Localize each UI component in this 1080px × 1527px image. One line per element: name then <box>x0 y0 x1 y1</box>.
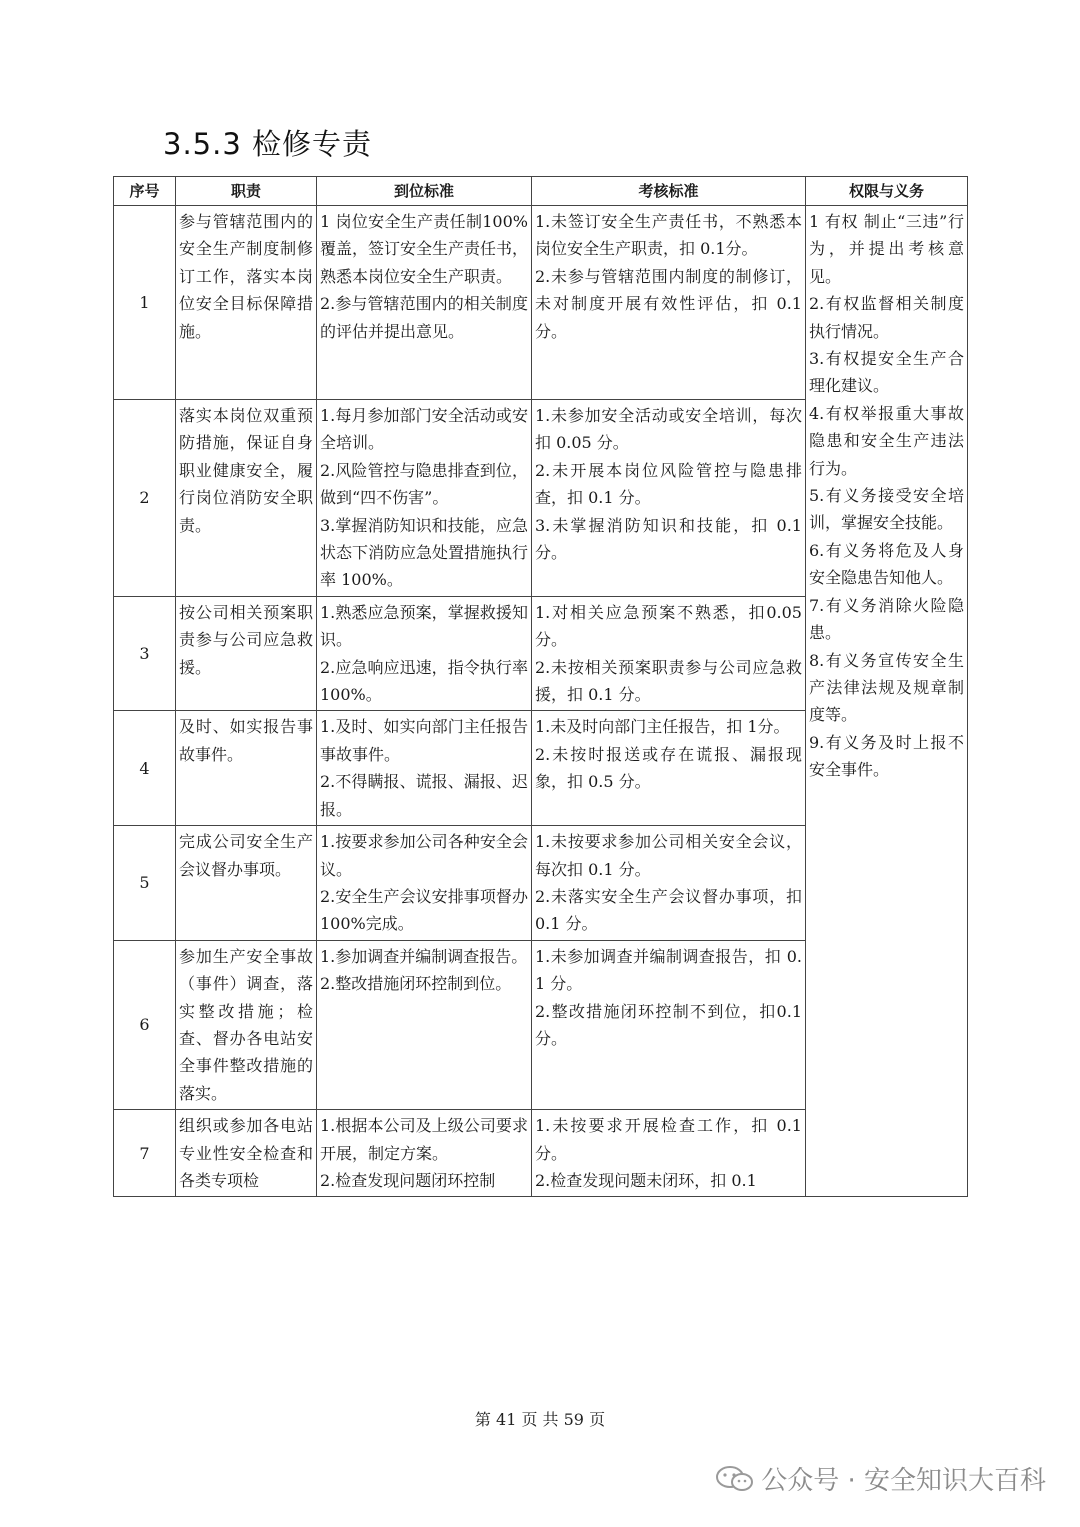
assessment-item: 1.对相关应急预案不熟悉，扣0.05 分。 <box>535 602 802 650</box>
assessment-item: 2.未按相关预案职责参与公司应急救援，扣 0.1 分。 <box>535 657 802 705</box>
standard-item: 1.每月参加部门安全活动或安全培训。 <box>320 406 528 453</box>
rights-item: 3.有权提安全生产合理化建议。 <box>809 349 964 396</box>
standard-item: 2.风险管控与隐患排查到位，做到“四不伤害”。 <box>320 460 528 508</box>
standard-item: 1 岗位安全生产责任制100%覆盖，签订安全生产责任书，熟悉本岗位安全生产职责。 <box>320 212 529 286</box>
standard-item: 1.按要求参加公司各种安全会议。 <box>320 832 528 879</box>
duty-cell: 及时、如实报告事故事件。 <box>176 711 317 826</box>
rights-item: 6.有义务将危及人身安全隐患告知他人。 <box>809 540 964 588</box>
assessment-cell <box>532 1110 806 1197</box>
standard-item: 1.根据本公司及上级公司要求开展，制定方案。 <box>320 1116 528 1163</box>
duty-table <box>113 176 968 1197</box>
standard-item: 1.及时、如实向部门主任报告事故事件。 <box>320 717 528 764</box>
standard-item: 1.熟悉应急预案，掌握救援知识。 <box>320 602 528 650</box>
rights-item: 2.有权监督相关制度执行情况。 <box>809 294 964 341</box>
row-number: 6 <box>114 940 176 1109</box>
assessment-item: 2.整改措施闭环控制不到位，扣0.1 分。 <box>535 1001 802 1048</box>
rights-item: 7.有义务消除火险隐患。 <box>809 595 964 643</box>
row-number: 1 <box>114 206 176 400</box>
row-number: 3 <box>114 596 176 711</box>
assessment-item: 2.检查发现问题未闭环，扣 0.1 <box>535 1170 757 1190</box>
header-assessment: 考核标准 <box>532 177 806 206</box>
table-header-row <box>114 177 968 206</box>
standard-cell <box>317 826 532 941</box>
rights-item: 8.有义务宣传安全生产法律法规及规章制度等。 <box>809 650 964 725</box>
row-number: 7 <box>114 1110 176 1197</box>
watermark-text: 公众号 · 安全知识大百科 <box>761 1466 1046 1496</box>
assessment-cell <box>532 400 806 597</box>
assessment-cell <box>532 826 806 941</box>
duty-cell: 按公司相关预案职责参与公司应急救援。 <box>176 596 317 711</box>
duty-cell: 参加生产安全事故（事件）调查，落实整改措施；检查、督办各电站安全事件整改措施的落实。 <box>176 940 317 1109</box>
duty-cell: 落实本岗位双重预防措施，保证自身职业健康安全，履行岗位消防安全职责。 <box>176 400 317 597</box>
standard-item: 2.不得瞒报、谎报、漏报、迟报。 <box>320 772 528 819</box>
standard-cell <box>317 940 532 1109</box>
header-num: 序号 <box>114 177 176 206</box>
standard-cell <box>317 206 532 400</box>
row-number: 5 <box>114 826 176 941</box>
standard-item: 2.检查发现问题闭环控制 <box>320 1170 496 1190</box>
assessment-item: 1.未签订安全生产责任书，不熟悉本岗位安全生产职责，扣 0.1分。 <box>535 212 802 259</box>
watermark <box>715 1460 1046 1497</box>
assessment-item: 1.未参加安全活动或安全培训，每次扣 0.05 分。 <box>535 406 802 453</box>
rights-cell <box>806 206 968 1197</box>
assessment-item: 2.未按时报送或存在谎报、漏报现象，扣 0.5 分。 <box>535 744 802 792</box>
standard-item: 2.整改措施闭环控制到位。 <box>320 974 512 994</box>
assessment-cell <box>532 940 806 1109</box>
standard-item: 2.安全生产会议安排事项督办 100%完成。 <box>320 886 528 934</box>
assessment-item: 1.未及时向部门主任报告，扣 1分。 <box>535 717 790 737</box>
section-title: 3.5.3 检修专责 <box>163 127 373 161</box>
rights-item: 5.有义务接受安全培训，掌握安全技能。 <box>809 486 964 533</box>
page-number: 第 41 页 共 59 页 <box>474 1410 606 1429</box>
standard-cell <box>317 711 532 826</box>
standard-item: 2.参与管辖范围内的相关制度的评估并提出意见。 <box>320 294 528 341</box>
standard-item: 1.参加调查并编制调查报告。 <box>320 946 528 966</box>
assessment-item: 2.未参与管辖范围内制度的制修订，未对制度开展有效性评估，扣 0.1 分。 <box>535 266 802 341</box>
duty-cell: 组织或参加各电站专业性安全检查和各类专项检 <box>176 1110 317 1197</box>
assessment-item: 2.未开展本岗位风险管控与隐患排查，扣 0.1 分。 <box>535 460 802 508</box>
standard-cell <box>317 400 532 597</box>
rights-item: 4.有权举报重大事故隐患和安全生产违法行为。 <box>809 403 964 478</box>
assessment-item: 1.未按要求开展检查工作，扣 0.1分。 <box>535 1116 802 1163</box>
row-number: 4 <box>114 711 176 826</box>
standard-item: 3.掌握消防知识和技能，应急状态下消防应急处置措施执行率 100%。 <box>320 515 529 590</box>
duty-cell: 完成公司安全生产会议督办事项。 <box>176 826 317 941</box>
standard-item: 2.应急响应迅速，指令执行率 100%。 <box>320 657 528 705</box>
rights-item: 9.有义务及时上报不安全事件。 <box>809 732 964 780</box>
header-rights: 权限与义务 <box>806 177 968 206</box>
assessment-cell <box>532 596 806 711</box>
standard-cell <box>317 596 532 711</box>
rights-item: 1 有权 制止“三违”行为，并提出考核意见。 <box>809 212 964 286</box>
table-row <box>114 206 968 400</box>
assessment-cell <box>532 206 806 400</box>
header-duty: 职责 <box>176 177 317 206</box>
wechat-icon <box>715 1465 755 1493</box>
assessment-item: 3.未掌握消防知识和技能，扣 0.1分。 <box>535 515 802 563</box>
assessment-item: 1.未参加调查并编制调查报告，扣 0.1 分。 <box>535 946 802 994</box>
row-number: 2 <box>114 400 176 597</box>
header-standard: 到位标准 <box>317 177 532 206</box>
assessment-item: 1.未按要求参加公司相关安全会议，每次扣 0.1 分。 <box>535 832 802 879</box>
assessment-item: 2.未落实安全生产会议督办事项，扣 0.1 分。 <box>535 886 802 934</box>
standard-cell <box>317 1110 532 1197</box>
duty-cell: 参与管辖范围内的安全生产制度制修订工作，落实本岗位安全目标保障措施。 <box>176 206 317 400</box>
assessment-cell <box>532 711 806 826</box>
